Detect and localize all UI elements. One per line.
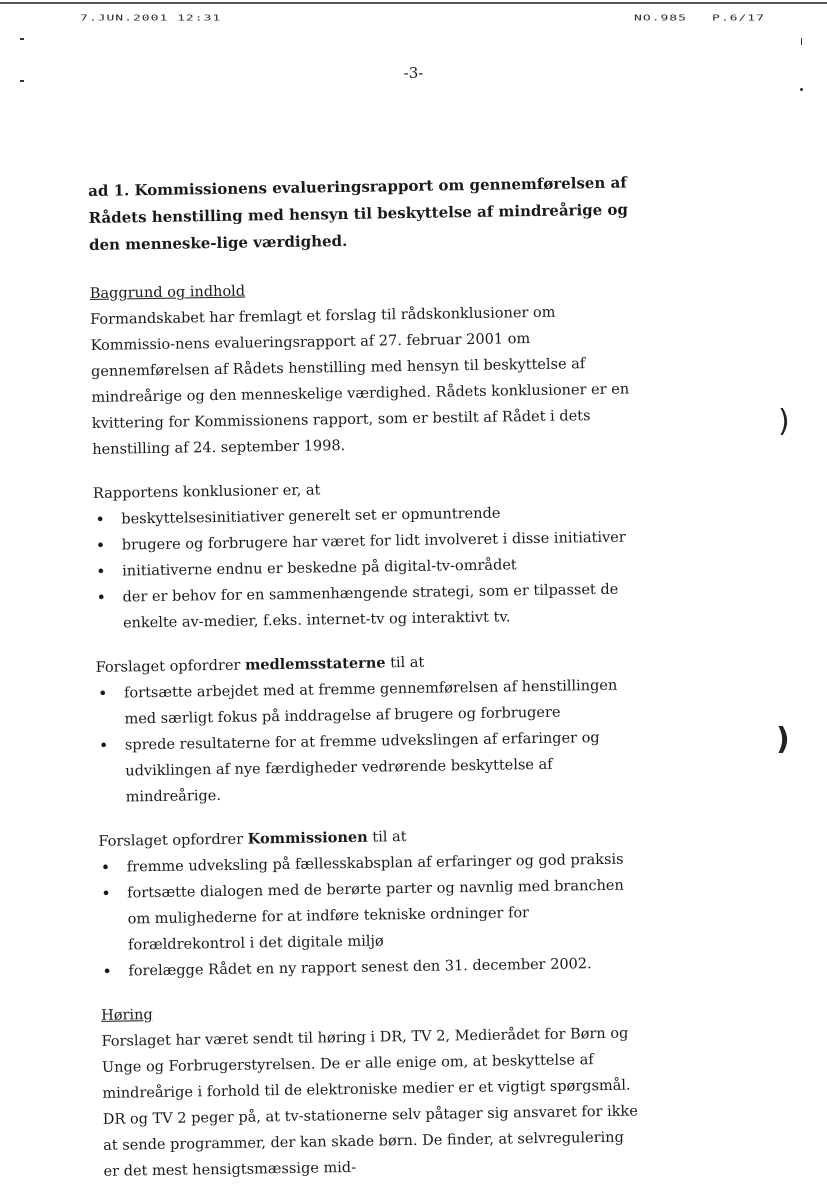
document-body	[88, 170, 644, 1203]
hearing-heading: Høring	[101, 1007, 153, 1024]
scan-speck	[800, 88, 803, 91]
conclusions-section	[93, 472, 635, 636]
conclusions-intro: Rapportens konklusioner er, at	[92, 482, 321, 502]
list-item: • brugere og forbrugere har været for lidt involveret i disse initiativer	[94, 524, 634, 558]
background-section	[90, 273, 633, 463]
list-item: • fremme udveksling på fællesskabsplan af erfaringer og god praksis	[99, 846, 639, 880]
list-item: • forelægge Rådet en ny rapport senest den 31. december 2002.	[100, 950, 640, 984]
list-item: • fortsætte arbejdet med at fremme gennemførelsen af henstillingen med særligt fokus på inddragelse af brugere og forbrugere	[96, 672, 637, 732]
intro-text-end: til at	[367, 829, 407, 846]
page-number: -3-	[403, 64, 424, 82]
conclusions-list	[93, 498, 635, 636]
list-item: • initiativerne endnu er beskedne på digital-tv-området	[94, 550, 634, 584]
commission-list	[99, 846, 641, 984]
scan-speck	[20, 80, 24, 82]
agenda-item-title: ad 1. Kommissionens evalueringsrapport om gennemførelsen af Rådets henstilling med hensyn til beskyttelse af mindreårige og den menneske-lige værdighed.	[88, 173, 629, 254]
intro-bold-text: medlemsstaterne	[244, 654, 386, 674]
list-item: • fortsætte dialogen med de berørte parter og navnlig med branchen om mulighederne for at indføre tekniske ordninger for forældrekontrol i det digitale miljø	[99, 872, 640, 958]
hearing-section	[101, 994, 644, 1184]
list-item: • beskyttelsesinitiativer generelt set er opmuntrende	[93, 498, 633, 532]
list-item: • sprede resultaterne for at fremme udvekslingen af erfaringer og udviklingen af nye færdigheder vedrørende beskyttelse af mindreårige.	[97, 724, 638, 810]
commission-section	[98, 820, 640, 984]
margin-paren-mark: )	[778, 404, 790, 439]
intro-text-end: til at	[385, 654, 425, 672]
fax-top-line	[0, 2, 827, 4]
margin-paren-mark: )	[776, 722, 790, 757]
scan-speck	[801, 38, 802, 45]
member-states-section	[95, 646, 637, 810]
fax-number: NO.985	[634, 14, 687, 23]
fax-header	[0, 14, 827, 32]
scan-speck	[20, 38, 24, 40]
intro-text: Forslaget opfordrer	[95, 657, 246, 676]
list-item: • der er behov for en sammenhængende strategi, som er tilpasset de enkelte av-medier, f.eks. internet-tv og interaktivt tv.	[94, 576, 635, 636]
fax-page-count: P.6/17	[712, 14, 765, 23]
intro-bold-text: Kommissionen	[247, 828, 368, 848]
background-text: Formandskabet har fremlagt et forslag til rådskonklusioner om Kommissio-nens evalueringsrapport af 27. februar 2001 om gennemførelsen af Rådets henstilling med hensyn til beskyttelse af mindreårige og den menneskelige værdighed. Rådets konklusioner er en kvittering for Kommissionens rapport, som er bestilt af Rådet i dets henstilling af 24. september 1998.	[90, 304, 630, 458]
background-heading: Baggrund og indhold	[89, 283, 246, 302]
intro-text: Forslaget opfordrer	[98, 831, 248, 850]
hearing-text: Forslaget har været sendt til høring i DR, TV 2, Medierådet for Børn og Unge og Forbrugerstyrelsen. De er alle enige om, at beskyttelse af mindreårige i forhold til de elektroniske medier er et vigtigt spørgsmål. DR og TV 2 peger på, at tv-stationerne selv påtager sig ansvaret for ikke at sende programmer, der kan skade børn. De finder, at selvregulering er det mest hensigtsmæssige mid-	[101, 1025, 638, 1180]
fax-date-time: 7.JUN.2001 12:31	[80, 14, 222, 23]
member-states-list	[96, 672, 638, 810]
